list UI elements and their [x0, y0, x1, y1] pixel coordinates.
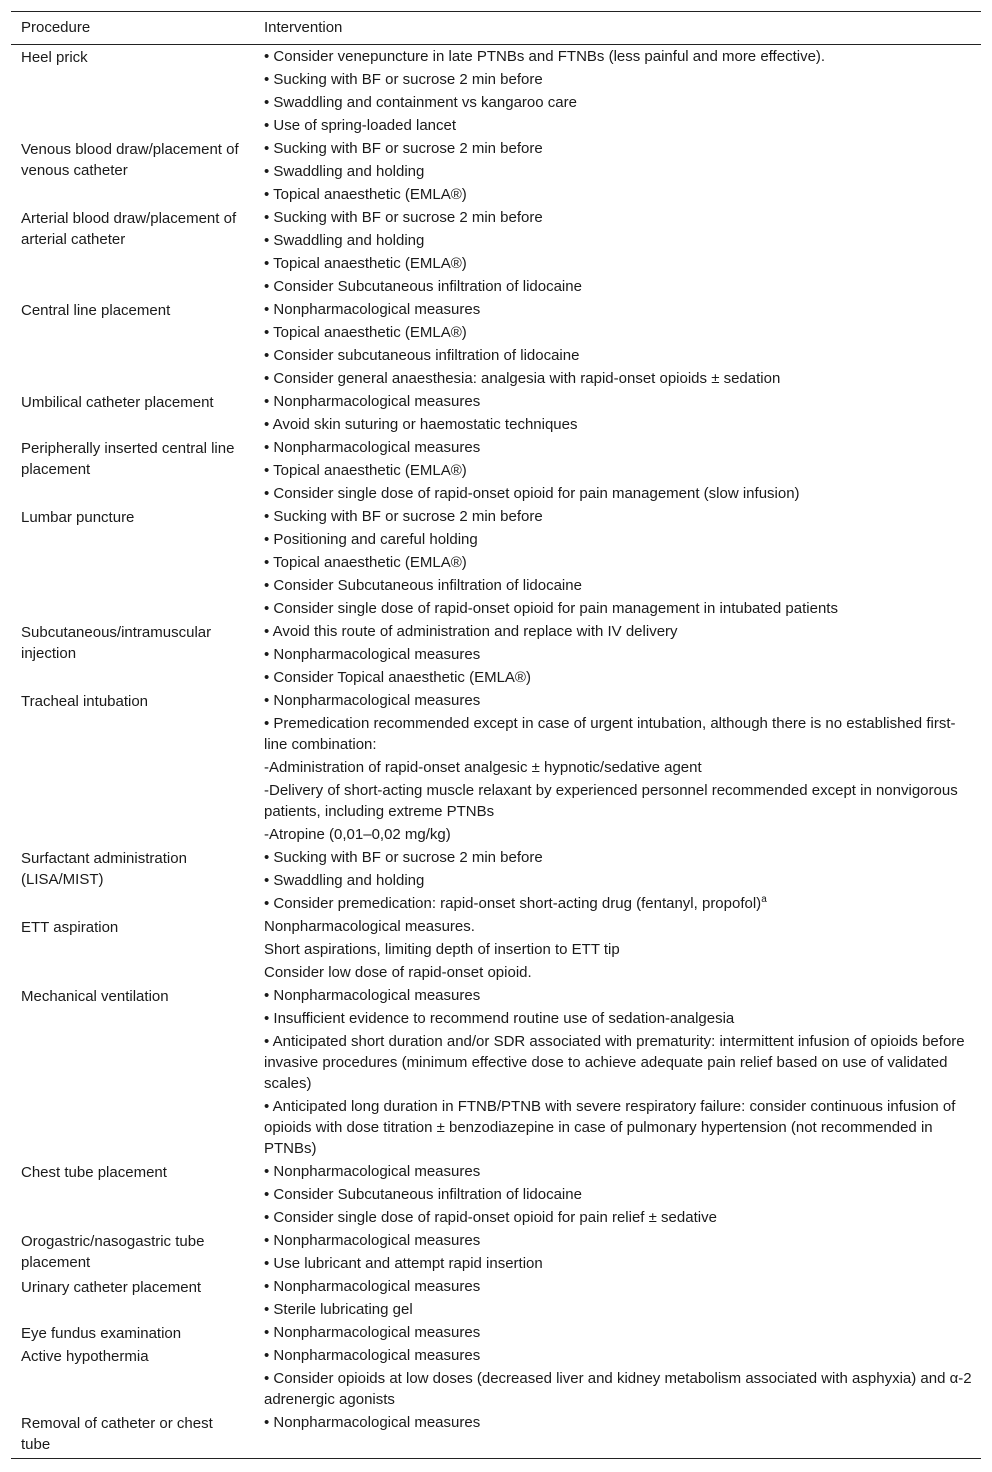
intervention-line [264, 1412, 973, 1433]
intervention-line [264, 847, 973, 868]
intervention-cell [254, 437, 981, 506]
intervention-text: • Positioning and careful holding [264, 531, 478, 548]
intervention-cell [254, 690, 981, 847]
intervention-line [264, 1322, 973, 1343]
intervention-line [264, 69, 973, 90]
intervention-line [264, 253, 973, 274]
intervention-line [264, 529, 973, 550]
table-row [11, 1161, 981, 1230]
table-row [11, 1230, 981, 1276]
table-row [11, 437, 981, 506]
intervention-text: • Sucking with BF or sucrose 2 min before [264, 209, 543, 226]
intervention-line [264, 483, 973, 504]
procedure-cell: Mechanical ventilation [21, 988, 169, 1005]
intervention-line [264, 985, 973, 1006]
procedure-cell: Orogastric/nasogastric tube placement [21, 1233, 205, 1271]
table-row [11, 506, 981, 621]
intervention-line [264, 1008, 973, 1029]
table-row [11, 916, 981, 985]
intervention-line [264, 184, 973, 205]
intervention-text: • Consider single dose of rapid-onset opioid for pain management (slow infusion) [264, 485, 800, 502]
intervention-cell [254, 46, 981, 138]
procedure-cell: Active hypothermia [21, 1348, 149, 1365]
intervention-text: • Nonpharmacological measures [264, 1414, 481, 1431]
intervention-line [264, 276, 973, 297]
intervention-text: • Topical anaesthetic (EMLA®) [264, 462, 467, 479]
intervention-text: • Swaddling and holding [264, 872, 425, 889]
intervention-text: • Consider venepuncture in late PTNBs and FTNBs (less painful and more effective). [264, 48, 826, 65]
intervention-text: • Use lubricant and attempt rapid insertion [264, 1255, 543, 1272]
procedure-cell: Eye fundus examination [21, 1325, 182, 1342]
intervention-text: • Nonpharmacological measures [264, 1324, 481, 1341]
header-procedure: Procedure [21, 19, 91, 36]
intervention-text: • Nonpharmacological measures [264, 393, 481, 410]
intervention-line [264, 414, 973, 435]
pain-management-table [11, 11, 981, 1459]
intervention-text: • Nonpharmacological measures [264, 439, 481, 456]
intervention-cell [254, 621, 981, 690]
intervention-text: • Nonpharmacological measures [264, 1163, 481, 1180]
intervention-text: • Insufficient evidence to recommend routine use of sedation-analgesia [264, 1010, 735, 1027]
intervention-line [264, 1345, 973, 1366]
procedure-cell: Lumbar puncture [21, 509, 135, 526]
intervention-text: • Topical anaesthetic (EMLA®) [264, 324, 467, 341]
intervention-line [264, 939, 973, 960]
intervention-cell [254, 391, 981, 437]
table-row [11, 621, 981, 690]
intervention-text: • Consider subcutaneous infiltration of lidocaine [264, 347, 580, 364]
intervention-text: • Swaddling and containment vs kangaroo care [264, 94, 577, 111]
intervention-text: -Administration of rapid-onset analgesic ± hypnotic/sedative agent [264, 759, 702, 776]
intervention-text: • Sterile lubricating gel [264, 1301, 413, 1318]
intervention-text: • Consider Subcutaneous infiltration of lidocaine [264, 278, 582, 295]
intervention-text: • Consider opioids at low doses (decreased liver and kidney metabolism associated with asphyxia) and α-2 adrenergic agonists [264, 1370, 972, 1408]
intervention-line [264, 138, 973, 159]
table-bottom-rule [11, 1458, 981, 1459]
intervention-cell [254, 138, 981, 207]
intervention-line [264, 1161, 973, 1182]
procedure-cell: Tracheal intubation [21, 693, 149, 710]
intervention-line [264, 1276, 973, 1297]
procedure-cell: Arterial blood draw/placement of arterial catheter [21, 210, 237, 248]
intervention-line [264, 115, 973, 136]
intervention-text: • Avoid skin suturing or haemostatic techniques [264, 416, 578, 433]
table-row [11, 391, 981, 437]
intervention-text: • Swaddling and holding [264, 232, 425, 249]
procedure-cell: Subcutaneous/intramuscular injection [21, 624, 212, 662]
intervention-line [264, 299, 973, 320]
intervention-text: • Consider single dose of rapid-onset opioid for pain management in intubated patients [264, 600, 838, 617]
header-intervention: Intervention [264, 19, 343, 36]
intervention-text: -Atropine (0,01–0,02 mg/kg) [264, 826, 451, 843]
intervention-text: • Consider Subcutaneous infiltration of lidocaine [264, 577, 582, 594]
intervention-cell [254, 1345, 981, 1412]
intervention-text: • Sucking with BF or sucrose 2 min before [264, 140, 543, 157]
intervention-text: • Consider single dose of rapid-onset opioid for pain relief ± sedative [264, 1209, 717, 1226]
intervention-line [264, 552, 973, 573]
procedure-cell: Surfactant administration (LISA/MIST) [21, 850, 187, 888]
intervention-text: Nonpharmacological measures. [264, 918, 475, 935]
intervention-line [264, 713, 973, 755]
intervention-cell [254, 207, 981, 299]
intervention-line [264, 644, 973, 665]
intervention-line [264, 1253, 973, 1274]
intervention-line [264, 780, 973, 822]
intervention-text: • Topical anaesthetic (EMLA®) [264, 554, 467, 571]
intervention-cell [254, 1161, 981, 1230]
intervention-line [264, 92, 973, 113]
procedure-cell: Central line placement [21, 302, 171, 319]
intervention-line [264, 161, 973, 182]
intervention-cell [254, 1230, 981, 1276]
intervention-text: Short aspirations, limiting depth of insertion to ETT tip [264, 941, 620, 958]
intervention-text: • Nonpharmacological measures [264, 1278, 481, 1295]
intervention-text: • Sucking with BF or sucrose 2 min before [264, 71, 543, 88]
intervention-line [264, 690, 973, 711]
intervention-line [264, 437, 973, 458]
table-row [11, 690, 981, 847]
intervention-cell [254, 985, 981, 1161]
intervention-line [264, 621, 973, 642]
intervention-line [264, 893, 973, 914]
table-row [11, 299, 981, 391]
procedure-cell: Urinary catheter placement [21, 1279, 202, 1296]
intervention-line [264, 322, 973, 343]
procedure-cell: Chest tube placement [21, 1164, 167, 1181]
footnote-marker: a [761, 894, 767, 905]
table-row [11, 847, 981, 916]
procedure-cell: Umbilical catheter placement [21, 394, 214, 411]
intervention-line [264, 1230, 973, 1251]
intervention-text: • Sucking with BF or sucrose 2 min before [264, 508, 543, 525]
intervention-line [264, 230, 973, 251]
procedure-cell: Removal of catheter or chest tube [21, 1415, 213, 1453]
intervention-text: • Nonpharmacological measures [264, 1232, 481, 1249]
procedure-cell: Heel prick [21, 49, 88, 66]
intervention-line [264, 1096, 973, 1159]
table-row [11, 1412, 981, 1455]
intervention-line [264, 598, 973, 619]
intervention-cell [254, 506, 981, 621]
intervention-line [264, 1184, 973, 1205]
intervention-line [264, 368, 973, 389]
intervention-text: • Nonpharmacological measures [264, 301, 481, 318]
intervention-text: • Sucking with BF or sucrose 2 min before [264, 849, 543, 866]
intervention-line [264, 667, 973, 688]
intervention-cell [254, 1412, 981, 1455]
intervention-text: -Delivery of short-acting muscle relaxant by experienced personnel recommended except in nonvigorous patients, including extreme PTNBs [264, 782, 958, 820]
table-header [11, 12, 981, 44]
intervention-text: • Consider Subcutaneous infiltration of lidocaine [264, 1186, 582, 1203]
procedure-cell: ETT aspiration [21, 919, 119, 936]
intervention-text: • Nonpharmacological measures [264, 1347, 481, 1364]
intervention-text: • Nonpharmacological measures [264, 646, 481, 663]
intervention-line [264, 824, 973, 845]
intervention-line [264, 870, 973, 891]
intervention-text: • Avoid this route of administration and replace with IV delivery [264, 623, 678, 640]
intervention-line [264, 46, 973, 67]
intervention-line [264, 345, 973, 366]
intervention-text: • Nonpharmacological measures [264, 987, 481, 1004]
table-row [11, 207, 981, 299]
intervention-line [264, 916, 973, 937]
intervention-line [264, 1299, 973, 1320]
intervention-line [264, 962, 973, 983]
table-row [11, 1276, 981, 1322]
intervention-line [264, 506, 973, 527]
intervention-text: • Use of spring-loaded lancet [264, 117, 457, 134]
intervention-cell [254, 847, 981, 916]
table-row [11, 46, 981, 138]
procedure-cell: Peripherally inserted central line placement [21, 440, 235, 478]
intervention-text: • Swaddling and holding [264, 163, 425, 180]
intervention-line [264, 575, 973, 596]
intervention-line [264, 1368, 973, 1410]
intervention-cell [254, 1322, 981, 1345]
intervention-line [264, 1207, 973, 1228]
table-row [11, 1322, 981, 1345]
intervention-line [264, 207, 973, 228]
intervention-text: • Nonpharmacological measures [264, 692, 481, 709]
intervention-line [264, 391, 973, 412]
table-row [11, 985, 981, 1161]
intervention-line [264, 757, 973, 778]
intervention-cell [254, 299, 981, 391]
intervention-text: • Anticipated short duration and/or SDR associated with prematurity: intermittent infusion of opioids before invasive procedures (minimum effective dose to achieve adequate pain relief based on use of validated scales) [264, 1033, 965, 1092]
table-row [11, 138, 981, 207]
intervention-text: • Topical anaesthetic (EMLA®) [264, 255, 467, 272]
intervention-text: • Consider premedication: rapid-onset short-acting drug (fentanyl, propofol) [264, 895, 762, 912]
table-row [11, 1345, 981, 1412]
intervention-text: • Consider Topical anaesthetic (EMLA®) [264, 669, 531, 686]
procedure-cell: Venous blood draw/placement of venous catheter [21, 141, 239, 179]
intervention-text: • Premedication recommended except in case of urgent intubation, although there is no established first-line combination: [264, 715, 956, 753]
intervention-line [264, 460, 973, 481]
intervention-line [264, 1031, 973, 1094]
intervention-cell [254, 916, 981, 985]
intervention-text: • Anticipated long duration in FTNB/PTNB with severe respiratory failure: consider continuous infusion of opioids with dose titration ± benzodiazepine in case of pulmonary hypertension (not recommended in PTNBs) [264, 1098, 956, 1157]
intervention-cell [254, 1276, 981, 1322]
intervention-text: Consider low dose of rapid-onset opioid. [264, 964, 532, 981]
intervention-text: • Topical anaesthetic (EMLA®) [264, 186, 467, 203]
intervention-text: • Consider general anaesthesia: analgesia with rapid-onset opioids ± sedation [264, 370, 781, 387]
table-body [11, 45, 981, 1458]
